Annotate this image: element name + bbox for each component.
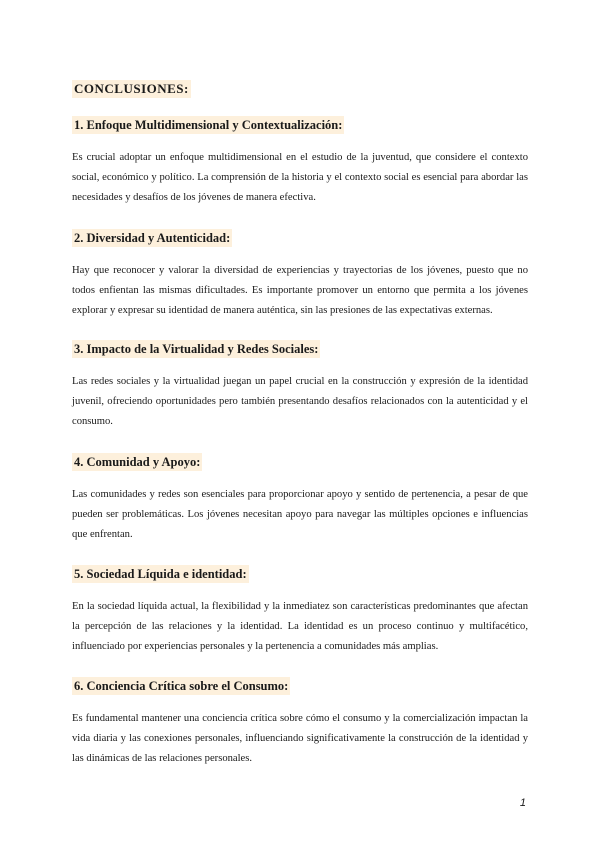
section-heading: 6. Conciencia Crítica sobre el Consumo: bbox=[74, 679, 289, 693]
section-heading: 2. Diversidad y Autenticidad: bbox=[74, 231, 231, 245]
section-paragraph: Las redes sociales y la virtualidad juegan un papel crucial en la construcción y expresión de la identidad juvenil, ofreciendo oportunidades pero también presentando desafíos relacionados con la autenticidad y el consumo. bbox=[72, 376, 528, 427]
document-title: CONCLUSIONES: bbox=[74, 81, 189, 96]
page-number: 1 bbox=[519, 797, 526, 809]
section-heading: 1. Enfoque Multidimensional y Contextualización: bbox=[74, 118, 343, 132]
section-paragraph: Es fundamental mantener una conciencia crítica sobre cómo el consumo y la comercialización impactan la vida diaria y las conexiones personales, influenciando significativamente la construcción de la identidad y las dinámicas de las relaciones personales. bbox=[72, 713, 528, 764]
section-heading: 3. Impacto de la Virtualidad y Redes Sociales: bbox=[74, 342, 319, 356]
section-paragraph: Hay que reconocer y valorar la diversidad de experiencias y trayectorias de los jóvenes, puesto que no todos enfientan las mismas dificultades. Es importante promover un entorno que permita a los jóvenes explorar y expresar su identidad de manera auténtica, sin las presiones de las expectativas externas. bbox=[72, 265, 528, 316]
section-paragraph: Es crucial adoptar un enfoque multidimensional en el estudio de la juventud, que considere el contexto social, económico y político. La comprensión de la historia y el contexto social es esencial para abordar las necesidades y desafíos de los jóvenes de manera efectiva. bbox=[72, 152, 528, 203]
section-paragraph: En la sociedad líquida actual, la flexibilidad y la inmediatez son características predominantes que afectan la percepción de las relaciones y la identidad. La identidad es un proceso continuo y multifacético, influenciado por experiencias personales y la pertenencia a comunidades más amplias. bbox=[72, 601, 528, 652]
section-2 bbox=[72, 229, 528, 321]
section-3 bbox=[72, 340, 528, 432]
section-4 bbox=[72, 453, 528, 545]
section-6 bbox=[72, 677, 528, 769]
section-heading: 4. Comunidad y Apoyo: bbox=[74, 455, 201, 469]
section-paragraph: Las comunidades y redes son esenciales para proporcionar apoyo y sentido de pertenencia, a pesar de que pueden ser problemáticas. Los jóvenes necesitan apoyo para navegar las múltiples opciones e influencias que enfrentan. bbox=[72, 489, 528, 540]
section-1 bbox=[72, 116, 528, 208]
section-5 bbox=[72, 565, 528, 657]
section-heading: 5. Sociedad Líquida e identidad: bbox=[74, 567, 247, 581]
